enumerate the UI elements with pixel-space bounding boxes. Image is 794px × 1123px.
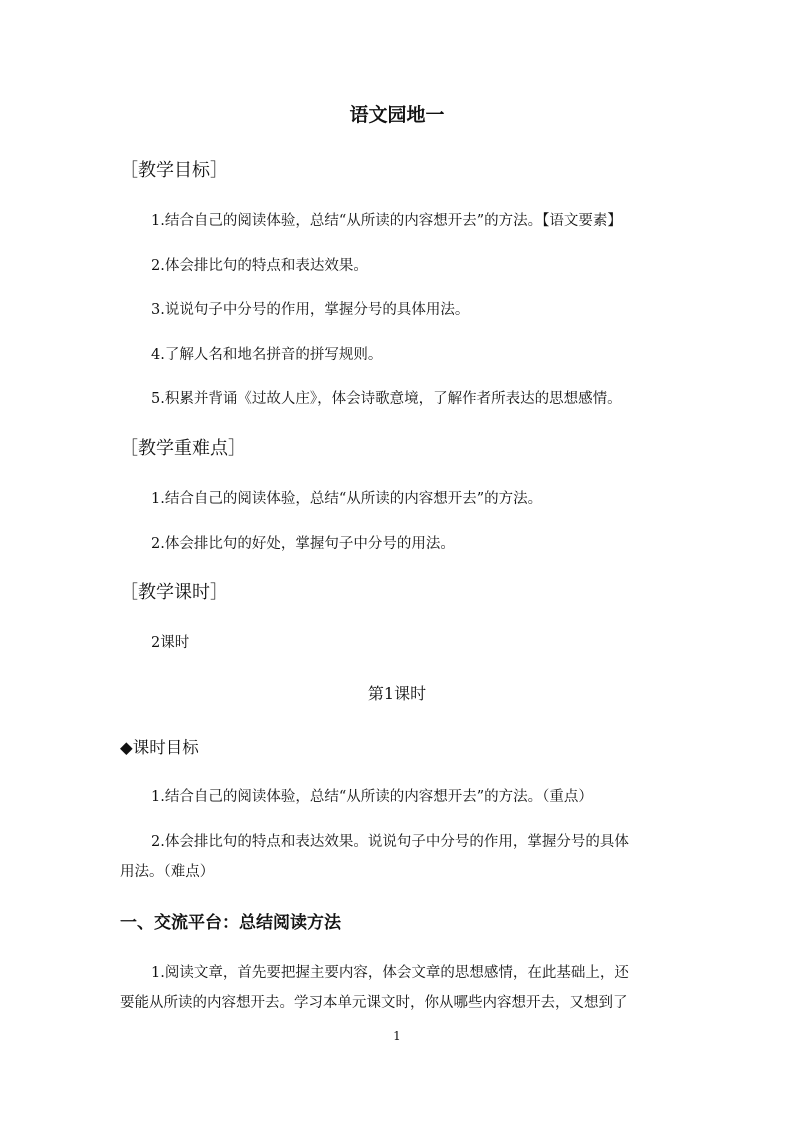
page-title: 语文园地一	[349, 104, 445, 126]
section-paragraph-line-2: 要能从所读的内容想开去。学习本单元课文时，你从哪些内容想开去，又想到了	[120, 995, 628, 1011]
lesson-objective-2: 2.体会排比句的特点和表达效果。说说句子中分号的作用，掌握分号的具体	[151, 834, 629, 850]
section-heading-exchange-platform: 一、交流平台：总结阅读方法	[120, 913, 341, 933]
key-point-item-1: 1.结合自己的阅读体验，总结“从所读的内容想开去”的方法。	[151, 491, 543, 507]
class-hours-value: 2课时	[151, 635, 190, 651]
lesson-objective-2-continuation: 用法。（难点）	[120, 864, 215, 880]
class-hours-heading: ［教学课时］	[120, 582, 228, 603]
page-number: 1	[393, 1029, 401, 1043]
lesson-objective-1: 1.结合自己的阅读体验，总结“从所读的内容想开去”的方法。（重点）	[151, 789, 593, 805]
objective-item-1: 1.结合自己的阅读体验，总结“从所读的内容想开去”的方法。【语文要素】	[151, 213, 622, 229]
objective-item-2: 2.体会排比句的特点和表达效果。	[151, 258, 368, 274]
objectives-heading: ［教学目标］	[120, 160, 228, 181]
lesson-title: 第1课时	[367, 684, 427, 703]
lesson-objectives-heading: ◆课时目标	[120, 738, 199, 757]
objective-item-4: 4.了解人名和地名拼音的拼写规则。	[151, 347, 383, 363]
objective-item-3: 3.说说句子中分号的作用，掌握分号的具体用法。	[151, 302, 470, 318]
key-points-heading: ［教学重难点］	[120, 438, 246, 459]
key-point-item-2: 2.体会排比句的好处，掌握句子中分号的用法。	[151, 536, 455, 552]
section-paragraph-line-1: 1.阅读文章，首先要把握主要内容，体会文章的思想感情，在此基础上，还	[151, 965, 629, 981]
objective-item-5: 5.积累并背诵《过故人庄》，体会诗歌意境，了解作者所表达的思想感情。	[151, 391, 622, 407]
